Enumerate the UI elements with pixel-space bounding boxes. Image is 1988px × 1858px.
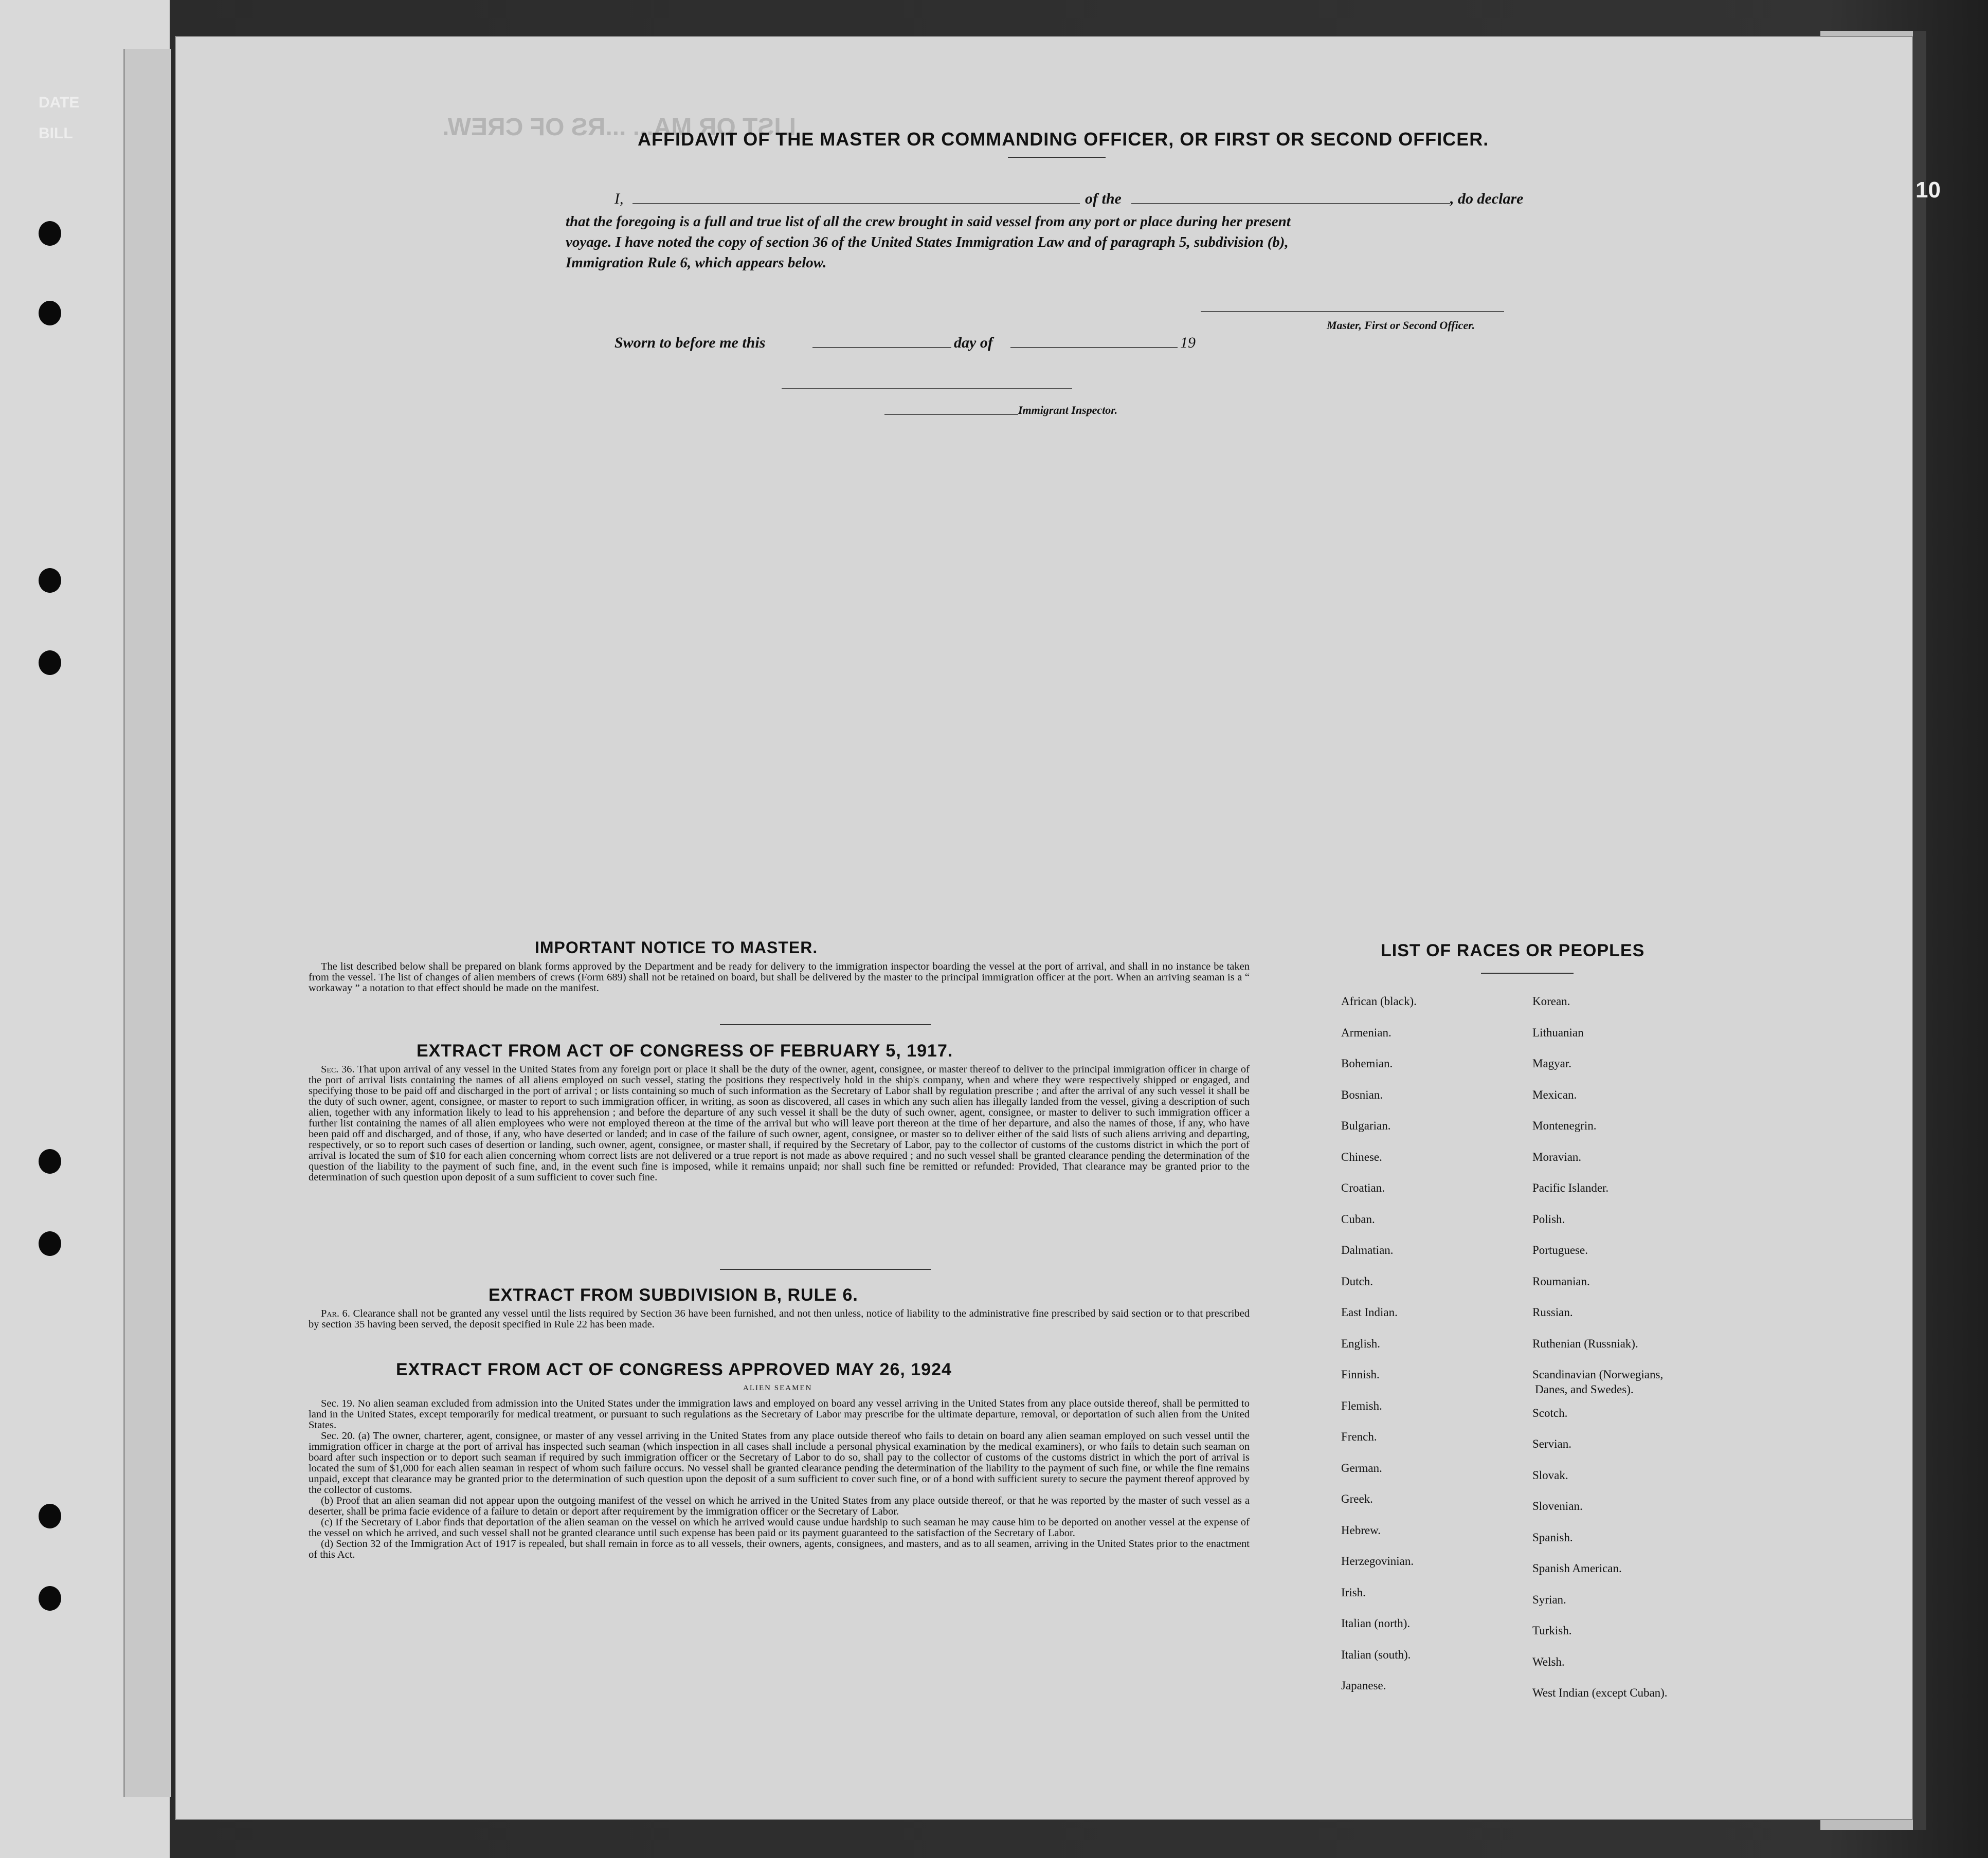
sworn-month-field[interactable] xyxy=(1010,347,1178,348)
race-item: Servian. xyxy=(1532,1437,1572,1450)
punch-hole-icon xyxy=(39,650,61,675)
extract-rule6-text xyxy=(309,1308,1250,1330)
affidavit-body-line3: voyage. I have noted the copy of section 36 of the United States Immigration Law and of paragraph 5, subdivision (b), xyxy=(566,234,1289,250)
race-item: Slovenian. xyxy=(1532,1500,1583,1513)
affidavit-body-line4: Immigration Rule 6, which appears below. xyxy=(566,254,827,271)
master-signature-field[interactable] xyxy=(1201,311,1504,312)
punch-hole-icon xyxy=(39,1586,61,1611)
inspector-label: Immigrant Inspector. xyxy=(1018,404,1118,416)
race-item: Russian. xyxy=(1532,1306,1573,1319)
race-item: Greek. xyxy=(1341,1492,1373,1505)
race-item: Welsh. xyxy=(1532,1655,1565,1668)
race-item: Korean. xyxy=(1532,995,1570,1008)
race-item: East Indian. xyxy=(1341,1306,1398,1319)
race-item: Bulgarian. xyxy=(1341,1119,1391,1132)
race-item: Japanese. xyxy=(1341,1679,1386,1692)
races-title: LIST OF RACES OR PEOPLES xyxy=(1381,941,1645,960)
punch-hole-icon xyxy=(39,1231,61,1256)
extract-1917-title: EXTRACT FROM ACT OF CONGRESS OF FEBRUARY 5, 1917. xyxy=(417,1041,953,1061)
race-item: Chinese. xyxy=(1341,1150,1382,1163)
punch-hole-icon xyxy=(39,301,61,325)
race-item: Bohemian. xyxy=(1341,1057,1393,1070)
race-item: Turkish. xyxy=(1532,1624,1572,1637)
margin-mark-date: DATE xyxy=(39,94,80,111)
sec-20a-paragraph: Sec. 20. (a) The owner, charterer, agent, consignee, or master of any vessel arriving in the United States from any place outside thereof who fails to detain on board any alien seaman employed on such vessel until the immigration officer in charge at the port of arrival has inspected such seaman (which inspection in all cases shall include a personal physical examination by the medical examiners), or who fails to detain such seaman on board after such inspection or to deport such seaman if required by such immigration officer or the Secretary of Labor to do so, shall pay to the collector of customs of the customs district in which the port of arrival is located the sum of $1,000 for each alien seaman in respect of whom such failure occurs. No vessel shall be granted clearance pending the determination of the liability to the payment of such fine, or while the fine remains unpaid, except that clearance may be granted prior to the determination of such question upon the deposit of a sum sufficient to cover such fine, or of a bond with sufficient surety to secure the payment thereof approved by the collector of customs. xyxy=(309,1430,1250,1496)
race-item: Slovak. xyxy=(1532,1468,1568,1482)
race-item: Bosnian. xyxy=(1341,1088,1383,1101)
race-item: Montenegrin. xyxy=(1532,1119,1597,1132)
punch-hole-icon xyxy=(39,1504,61,1528)
race-item: Scandinavian (Norwegians, xyxy=(1532,1368,1664,1381)
inspector-signature-field[interactable] xyxy=(782,388,1072,389)
section-rule xyxy=(720,1024,931,1025)
affidavit-title: AFFIDAVIT OF THE MASTER OR COMMANDING OFFICER, OR FIRST OR SECOND OFFICER. xyxy=(638,129,1489,150)
inspector-signature-field-2[interactable] xyxy=(884,414,1018,415)
left-binding-strip xyxy=(0,0,170,1858)
affidavit-line1-mid: of the xyxy=(1085,190,1122,207)
punch-hole-icon xyxy=(39,1149,61,1174)
race-item: Dalmatian. xyxy=(1341,1244,1394,1256)
sworn-day-label: day of xyxy=(954,334,993,351)
punch-hole-icon xyxy=(39,568,61,593)
extract-1917-text xyxy=(309,1064,1250,1183)
binding-edge xyxy=(1913,31,1926,1830)
punch-hole-icon xyxy=(39,221,61,246)
race-item: Armenian. xyxy=(1341,1026,1391,1039)
race-item: Portuguese. xyxy=(1532,1244,1588,1256)
race-item: Magyar. xyxy=(1532,1057,1572,1070)
race-item: Finnish. xyxy=(1341,1368,1380,1381)
par-6-body: Clearance shall not be granted any vessel until the lists required by Section 36 have been furnished, and not then unless, notice of liability to the administrative fine prescribed by said section or to that prescribed by section 35 having been served, the deposit specified in Rule 22 has been made. xyxy=(309,1308,1250,1330)
extract-1924-title: EXTRACT FROM ACT OF CONGRESS APPROVED MAY 26, 1924 xyxy=(396,1360,952,1379)
race-item: Mexican. xyxy=(1532,1088,1577,1101)
race-item: African (black). xyxy=(1341,995,1417,1008)
master-signature-label: Master, First or Second Officer. xyxy=(1327,319,1475,332)
race-item: Moravian. xyxy=(1532,1150,1582,1163)
race-item: French. xyxy=(1341,1430,1377,1443)
sec-36-body: That upon arrival of any vessel in the United States from any foreign port or place it shall be the duty of the owner, agent, consignee, or master thereof to deliver to the principal immigration officer in charge of the port of arrival lists containing the names of all aliens employed on such vessel, stating the positions they respectively hold in the ship's company, when and where they were respectively shipped or engaged, and specifying those to be paid off and discharged in the port of arrival ; or lists containing so much of such information as the Secretary of Labor shall by regulation prescribe ; and after the arrival of any such vessel it shall be the duty of such owner, agent, consignee, or master to report to such immigration officer, in writing, as soon as discovered, all cases in which any such alien has illegally landed from the vessel, giving a description of such alien, together with any information likely to lead to his apprehension ; and before the departure of any such vessel it shall be the duty of such owner, agent, consignee, or master to deliver to such immigration officer a further list containing the names of all alien employees who were not employed thereon at the time of the arrival but who will leave port thereon at the time of her departure, and also the names of those, if any, who have been paid off and discharged, and of those, if any, who have deserted or landed; and in case of the failure of such owner, agent, consignee, or master so to deliver either of the said lists of such aliens arriving and departing, respectively, or so to report such cases of desertion or landing, such owner, agent, consignee, or master shall, if required by the Secretary of Labor, pay to the collector of customs of the customs district in which the port of arrival is located the sum of $10 for each alien concerning whom correct lists are not delivered or a true report is not made as above required ; and no such vessel shall be granted clearance pending the determination of the question of the liability to the payment of such fine, and, in the event such fine is imposed, while it remains unpaid; nor shall such fine be remitted or refunded: Provided, That clearance may be granted prior to the determination of such question upon deposit of a sum sufficient to cover such fine. xyxy=(309,1064,1250,1183)
race-item: Herzegovinian. xyxy=(1341,1555,1414,1568)
sworn-prefix: Sworn to before me this xyxy=(615,334,766,351)
race-item: Spanish. xyxy=(1532,1531,1573,1544)
margin-mark-bill: BILL xyxy=(39,125,73,142)
affidavit-line1-prefix: I, xyxy=(615,190,624,207)
page-number: 10 xyxy=(1915,177,1941,203)
left-margin-marks xyxy=(39,87,79,149)
section-rule xyxy=(720,1269,931,1270)
race-item: Irish. xyxy=(1341,1586,1366,1599)
notice-title: IMPORTANT NOTICE TO MASTER. xyxy=(535,938,818,957)
race-item: Hebrew. xyxy=(1341,1523,1381,1537)
sworn-year-prefix: 19 xyxy=(1180,334,1196,351)
race-item: Cuban. xyxy=(1341,1212,1375,1226)
race-item: English. xyxy=(1341,1337,1381,1350)
race-item: Spanish American. xyxy=(1532,1562,1622,1575)
race-item: Italian (south). xyxy=(1341,1648,1411,1661)
bleed-through-header: LIST OR MA... ...RS OF CREW. xyxy=(442,114,797,141)
page-fold xyxy=(123,49,171,1797)
notice-paragraph: The list described below shall be prepared on blank forms approved by the Department and be ready for delivery to the immigration inspector boarding the vessel at the port of arrival, and shall in no instance be taken from the vessel. The list of changes of alien members of crews (Form 689) shall not be retained on board, but shall be delivered by the master to the principal immigration officer at the port. When an arriving seaman is a “ workaway ” a notation to that effect should be made on the manifest. xyxy=(309,961,1250,994)
race-item: Ruthenian (Russniak). xyxy=(1532,1337,1638,1350)
race-item: Lithuanian xyxy=(1532,1026,1584,1039)
notice-text xyxy=(309,961,1250,994)
race-right-continuation: Danes, and Swedes). xyxy=(1535,1383,1634,1396)
vessel-name-field[interactable] xyxy=(1131,203,1450,204)
race-item: West Indian (except Cuban). xyxy=(1532,1686,1668,1699)
affidavit-title-rule xyxy=(1008,157,1106,158)
affidavit-line1-suffix: , do declare xyxy=(1450,190,1524,207)
par-6-label: Par. 6. xyxy=(321,1308,350,1319)
race-item: Scotch. xyxy=(1532,1406,1568,1419)
document-sheet xyxy=(175,36,1913,1820)
sworn-day-field[interactable] xyxy=(812,347,951,348)
race-item: Polish. xyxy=(1532,1212,1565,1226)
sec-36-label: Sec. 36. xyxy=(321,1064,355,1075)
race-item: Roumanian. xyxy=(1532,1274,1590,1288)
races-title-rule xyxy=(1481,973,1574,974)
race-item: Italian (north). xyxy=(1341,1617,1411,1630)
extract-1924-text xyxy=(309,1398,1250,1560)
declarant-name-field[interactable] xyxy=(632,203,1080,204)
race-item: Dutch. xyxy=(1341,1274,1373,1288)
sec-20c-paragraph: (c) If the Secretary of Labor finds that deportation of the alien seaman on the vessel on which he arrived would cause undue hardship to such seaman he may cause him to be deported on another vessel at the expense of the vessel on which he arrived, and such vessel shall not be granted clearance until such expense has been paid or its payment guaranteed to the satisfaction of the Secretary of Labor. xyxy=(309,1517,1250,1539)
sec-20d-paragraph: (d) Section 32 of the Immigration Act of 1917 is repealed, but shall remain in force as to all vessels, their owners, agents, consignees, and masters, and as to all seamen, arriving in the United States prior to the enactment of this Act. xyxy=(309,1538,1250,1560)
sec-19-paragraph: Sec. 19. No alien seaman excluded from admission into the United States under the immigration laws and employed on board any vessel arriving in the United States from any place outside thereof, shall be permitted to land in the United States, except temporarily for medical treatment, or pursuant to such regulations as the Secretary of Labor may prescribe for the ultimate departure, removal, or deportation of such alien from the United States. xyxy=(309,1398,1250,1431)
extract-1924-subtitle: ALIEN SEAMEN xyxy=(743,1384,812,1392)
affidavit-body-line2: that the foregoing is a full and true list of all the crew brought in said vessel from any port or place during her present xyxy=(566,213,1291,230)
race-item: Syrian. xyxy=(1532,1593,1566,1606)
race-item: Pacific Islander. xyxy=(1532,1181,1609,1194)
race-item: Flemish. xyxy=(1341,1399,1382,1412)
race-item: Croatian. xyxy=(1341,1181,1385,1194)
race-item: German. xyxy=(1341,1461,1382,1474)
extract-rule6-title: EXTRACT FROM SUBDIVISION B, RULE 6. xyxy=(489,1285,858,1305)
sec-20b-paragraph: (b) Proof that an alien seaman did not appear upon the outgoing manifest of the vessel on which he arrived in the United States from any place outside thereof, or that he was reported by the master of such vessel as a deserter, shall be prima facie evidence of a failure to detain or deport after requirement by the immigration officer or the Secretary of Labor. xyxy=(309,1495,1250,1517)
